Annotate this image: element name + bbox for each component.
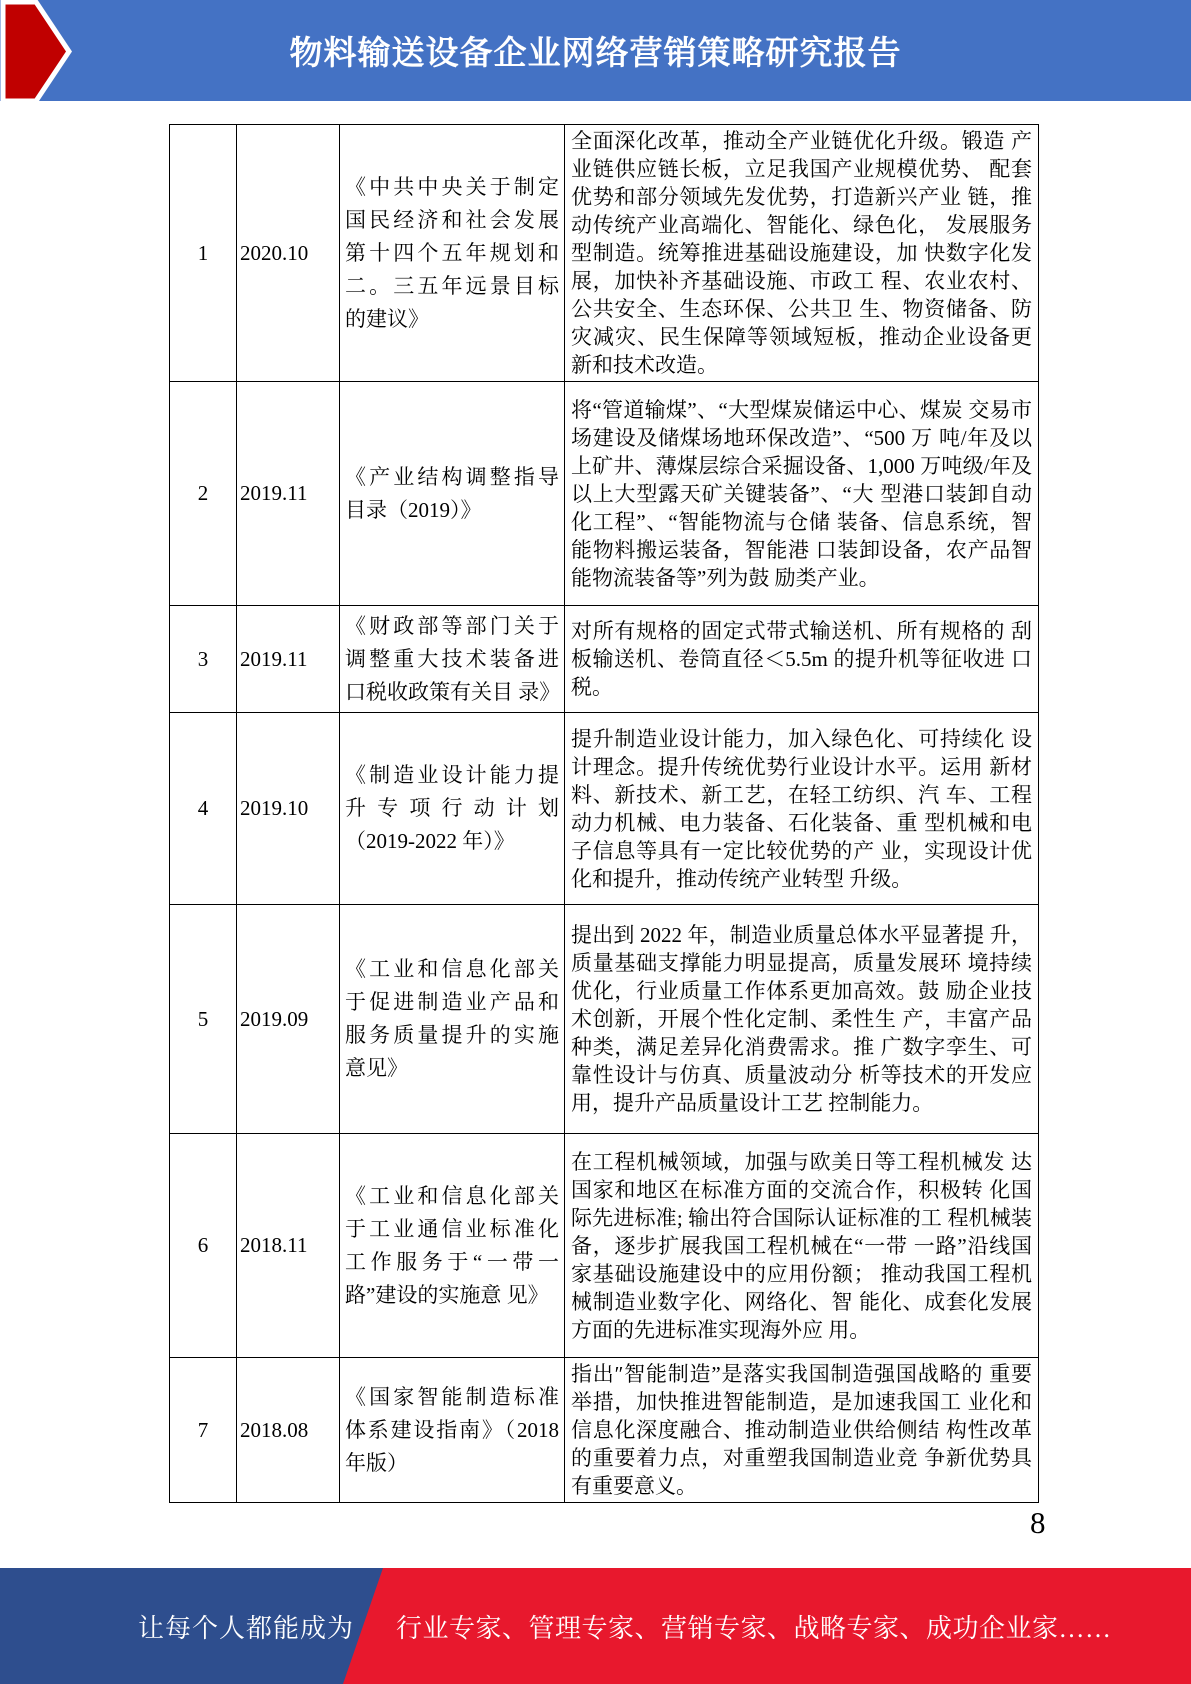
policy-description-cell: 全面深化改革，推动全产业链优化升级。锻造 产业链供应链长板，立足我国产业规模优势、 配套优势和部分领域先发优势，打造新兴产业 链，推动传统产业高端化、智能化、绿色化， 发展服务型制造。统筹推进基础设施建设，加 快数字化发展，加快补齐基础设施、市政工 程、农业农村、公共安全、生态环保、公共卫 生、物资储备、防灾减灾、民生保障等领域短板，推动企业设备更新和技术改造。 [565,125,1039,382]
report-title: 物料输送设备企业网络营销策略研究报告 [289,34,902,71]
policy-description-cell: 将“管道输煤”、“大型煤炭储运中心、煤炭 交易市场建设及储煤场地环保改造”、“500 万 吨/年及以上矿井、薄煤层综合采掘设备、1,000 万吨级/年及以上大型露天矿关键装备”、“大 型港口装卸自动化工程”、“智能物流与仓储 装备、信息系统，智能物料搬运装备，智能港 口装卸设备，农产品智能物流装备等”列为鼓 励类产业。 [565,382,1039,606]
table-row [170,905,1039,1134]
date-cell: 2019.11 [237,382,340,606]
policy-table [169,124,1039,1503]
policy-description-cell: 对所有规格的固定式带式输送机、所有规格的 刮板输送机、卷筒直径＜5.5m 的提升机等征收进 口税。 [565,606,1039,713]
footer-slogan-right: 行业专家、管理专家、营销专家、战略专家、成功企业家…… [396,1613,1112,1643]
policy-name-cell: 《产业结构调整指导 目录（2019）》 [340,382,565,606]
header-banner [0,0,1191,101]
date-cell: 2020.10 [237,125,340,382]
table-row [170,382,1039,606]
policy-description-cell: 提升制造业设计能力，加入绿色化、可持续化 设计理念。提升传统优势行业设计水平。运用 新材料、新技术、新工艺，在轻工纺织、汽 车、工程动力机械、电力装备、石化装备、重 型机械和电子信息等具有一定比较优势的产 业，实现设计优化和提升，推动传统产业转型 升级。 [565,713,1039,905]
policy-table-body [170,125,1039,1503]
policy-name-cell: 《财政部等部门关于 调整重大技术装备进 口税收政策有关目 录》 [340,606,565,713]
page-number: 8 [1030,1505,1046,1540]
row-index-cell: 6 [170,1134,237,1358]
policy-description-cell: 指出″智能制造”是落实我国制造强国战略的 重要举措，加快推进智能制造，是加速我国工 业化和信息化深度融合、推动制造业供给侧结 构性改革的重要着力点，对重塑我国制造业竞 争新优势具有重要意义。 [565,1358,1039,1503]
table-row [170,1358,1039,1503]
row-index-cell: 2 [170,382,237,606]
row-index-cell: 5 [170,905,237,1134]
row-index-cell: 1 [170,125,237,382]
policy-name-cell: 《国家智能制造标准 体系建设指南》（2018 年版） [340,1358,565,1503]
date-cell: 2019.10 [237,713,340,905]
table-row [170,606,1039,713]
policy-name-cell: 《制造业设计能力提 升专项行动计划 （2019-2022 年）》 [340,713,565,905]
policy-description-cell: 在工程机械领域，加强与欧美日等工程机械发 达国家和地区在标准方面的交流合作，积极转 化国际先进标准; 输出符合国际认证标准的工 程机械装备，逐步扩展我国工程机械在“一带 一路”沿线国家基础设施建设中的应用份额； 推动我国工程机械制造业数字化、网络化、智 能化、成套化发展方面的先进标准实现海外应 用。 [565,1134,1039,1358]
date-cell: 2019.11 [237,606,340,713]
row-index-cell: 4 [170,713,237,905]
table-row [170,125,1039,382]
table-row [170,713,1039,905]
table-row [170,1134,1039,1358]
date-cell: 2019.09 [237,905,340,1134]
policy-name-cell: 《工业和信息化部关 于工业通信业标准化 工作服务于“一带一 路”建设的实施意 见》 [340,1134,565,1358]
footer-slogan-left: 让每个人都能成为 [138,1613,355,1643]
footer-banner [0,1568,1191,1684]
row-index-cell: 7 [170,1358,237,1503]
row-index-cell: 3 [170,606,237,713]
policy-name-cell: 《中共中央关于制定 国民经济和社会发展 第十四个五年规划和 二。三五年远景目标 的建议》 [340,125,565,382]
date-cell: 2018.11 [237,1134,340,1358]
policy-name-cell: 《工业和信息化部关 于促进制造业产品和 服务质量提升的实施 意见》 [340,905,565,1134]
policy-description-cell: 提出到 2022 年，制造业质量总体水平显著提 升，质量基础支撑能力明显提高，质量发展环 境持续优化，行业质量工作体系更加高效。鼓 励企业技术创新，开展个性化定制、柔性生 产，丰富产品种类，满足差异化消费需求。推 广数字孪生、可靠性设计与仿真、质量波动分 析等技术的开发应用，提升产品质量设计工艺 控制能力。 [565,905,1039,1134]
date-cell: 2018.08 [237,1358,340,1503]
